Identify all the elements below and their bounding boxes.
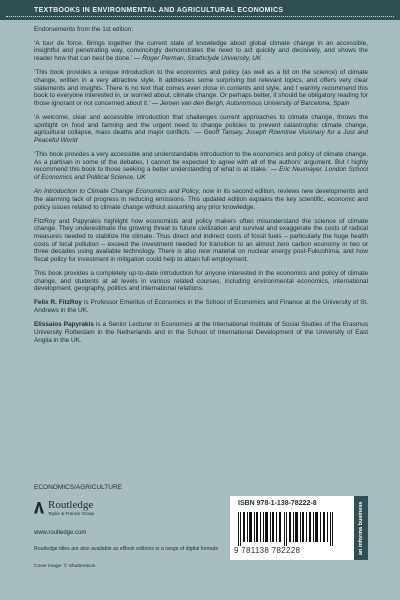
series-title-bar xyxy=(0,0,400,20)
endorsement-quote: ‘This book provides a very accessible and understandable introduction to the economics and policy of climate change. As a partisan in some of the debates, I cannot be expected to agree with all of the authors’ argument. But I highly recommend this book to those seeking a better understanding of what is at stake.’ xyxy=(34,151,368,174)
dotted-rule xyxy=(6,15,394,17)
publisher-logo xyxy=(34,499,94,516)
endorsement xyxy=(34,114,368,145)
informa-side-tab: an informa business xyxy=(354,496,368,560)
description-paragraph xyxy=(34,188,368,211)
barcode-panel xyxy=(230,496,368,560)
author-bio xyxy=(34,299,368,314)
barcode-number: 9 781138 782228 xyxy=(234,546,301,555)
endorsement-quote: ‘This book provides a unique introduction to the economics and policy (as well as a bit on the science) of climate change, written in a very attractive style. It addresses some surprising but relevant topics, and offers very clear statements and insights. There is no text that comes even close in contents and style, and I warmly recommend this book to everyone interested in, or worried about, climate change. Or perhaps better, it should be obligatory reading for those ignorant or not concerned about it.’ xyxy=(34,69,368,107)
author-bio-text: is Professor Emeritus of Economics in the School of Economics and Finance at the University of St. Andrews in the UK. xyxy=(34,299,368,315)
publisher-area xyxy=(34,484,368,594)
description-text: , now in its second edition, reviews new developments and the alarming lack of progress in reducing emissions. This updated edition explains the key scientific, economic and policy issues related to climate change without assuming any prior knowledge. xyxy=(34,188,368,211)
description-text: FitzRoy and Papyrakis highlight how economists and policy makers often misunderstand the science of climate change. They underestimate the growing threat to future civilization and survival and exaggerate the costs of radical measures needed to stabilize the climate. Thus direct and indirect costs of fossil fuels – particularly the huge health costs of local pollution – exceed the investment needed for transition to an almost zero carbon economy in two or three decades using available technology. There is also new material on nuclear energy post-Fukushima, and how fiscal policy for investment in mitigation could help to attain full employment. xyxy=(34,217,368,264)
author-name: Felix R. FitzRoy xyxy=(34,299,82,307)
description-paragraph xyxy=(34,218,368,264)
description-paragraph xyxy=(34,270,368,293)
author-bio-text: is a Senior Lecturer in Economics at the International Institute of Social Studies of the Erasmus University Rotterdam in the Netherlands and in the School of International Development of the University of East Anglia in the UK. xyxy=(34,321,369,344)
description-text: This book provides a completely up-to-date introduction for anyone interested in the economics and policy of climate change, and students at all levels in various related courses, including environmental economics, international development, geography, politics and international relations. xyxy=(34,270,368,293)
publisher-group: Taylor & Francis Group xyxy=(48,511,95,516)
book-title-inline: An Introduction to Climate Change Economics and Policy xyxy=(34,188,199,196)
endorsement-attribution: — Eric Neumayer, London School of Economics and Political Science, UK xyxy=(34,166,369,182)
routledge-logo-icon xyxy=(34,502,44,514)
endorsement xyxy=(34,40,368,63)
barcode-icon xyxy=(238,512,334,546)
endorsement xyxy=(34,69,368,108)
endorsement-attribution: — Jeroen van den Bergh, Autonomous University of Barcelona, Spain xyxy=(151,99,350,107)
endorsement xyxy=(34,151,368,182)
publisher-website[interactable]: www.routledge.com xyxy=(34,530,87,536)
author-bio xyxy=(34,321,368,344)
publisher-name: Routledge xyxy=(48,499,94,511)
endorsement-quote: ‘A tour de force. Brings together the current state of knowledge about global climate change in an accessible, insightful and penetrating way, convincingly demonstrates the need to act quickly and decisively, and shows the reader how that can best be done.’ xyxy=(34,39,368,63)
series-title: TEXTBOOKS IN ENVIRONMENTAL AND AGRICULTURAL ECONOMICS xyxy=(34,6,284,14)
endorsement-quote: ‘A welcome, clear and accessible introduction that challenges current approaches to climate change, throws the spotlight on food and farming and the urgent need to change policies to prevent catastrophic climate change, agricultural collapse, mass deaths and major conflicts.’ xyxy=(34,113,368,137)
cover-credit: Cover image: © Shutterstock xyxy=(34,564,96,569)
isbn-label: ISBN 978-1-138-78222-8 xyxy=(238,500,317,507)
ebook-note: Routledge titles are also available as eBook editions in a range of digital formats xyxy=(34,546,218,552)
author-name: Elissaios Papyrakis xyxy=(34,321,94,329)
endorsements-heading: Endorsements from the 1st edition: xyxy=(34,26,134,33)
back-cover-text xyxy=(34,26,368,351)
subject-category: ECONOMICS/AGRICULTURE xyxy=(34,484,122,491)
endorsement-attribution: — Roger Perman, Strathclyde University, UK xyxy=(133,55,261,63)
endorsement-attribution: — Geoff Tansey, Joseph Rowntree Visionary for a Just and Peaceful World xyxy=(34,129,368,145)
